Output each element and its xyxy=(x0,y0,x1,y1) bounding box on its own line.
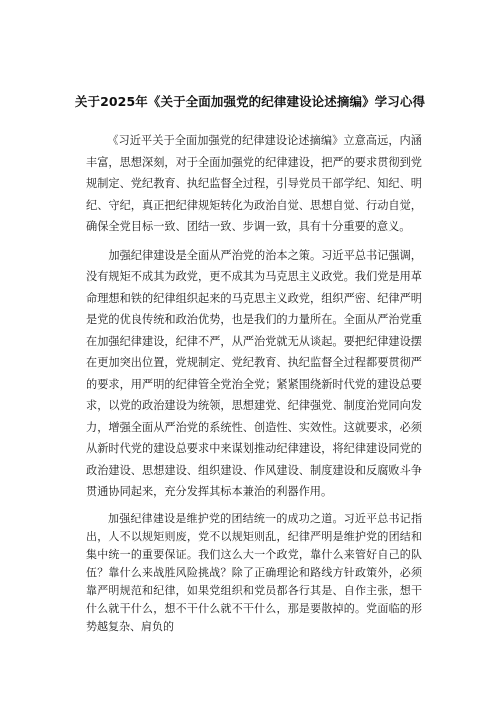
paragraph-3: 加强纪律建设是维护党的团结统一的成功之道。习近平总书记指出，人不以规矩则废，党不以规矩则乱，纪律严明是维护党的团结和集中统一的重要保证。我们这么大一个政党，靠什么来管好自己的队伍？靠什么来战胜风险挑战？除了正确理论和路线方针政策外，必须靠严明规范和纪律，如果党组织和党员都各行其是、自作主张，想干什么就干什么，想不干什么就不干什么，那是要散掉的。党面临的形势越复杂、肩负的 xyxy=(86,511,422,633)
paragraph-1: 《习近平关于全面加强党的纪律建设论述摘编》立意高远，内涵丰富，思想深刻，对于全面加强党的纪律建设，把严的要求贯彻到党规制定、党纪教育、执纪监督全过程，引导党员干部学纪、知纪、明纪、守纪，真正把纪律规矩转化为政治自觉、思想自觉、行动自觉，确保全党目标一致、团结一致、步调一致，具有十分重要的意义。 xyxy=(86,134,422,233)
document-body xyxy=(86,130,422,643)
paragraph-2: 加强纪律建设是全面从严治党的治本之策。习近平总书记强调，没有规矩不成其为政党，更不成其为马克思主义政党。我们党是用革命理想和铁的纪律组织起来的马克思主义政党，组织严密、纪律严明是党的优良传统和政治优势，也是我们的力量所在。全面从严治党重在加强纪律建设，纪律不严，从严治党就无从谈起。要把纪律建设摆在更加突出位置，党规制定、党纪教育、执纪监督全过程都要贯彻严的要求，用严明的纪律管全党治全党；紧紧围绕新时代党的建设总要求，以党的政治建设为统领，思想建党、纪律强党、制度治党同向发力，增强全面从严治党的系统性、创造性、实效性。这就要求，必须从新时代党的建设总要求中来谋划推动纪律建设，将纪律建设同党的政治建设、思想建设、组织建设、作风建设、制度建设和反腐败斗争贯通协同起来，充分发挥其标本兼治的利器作用。 xyxy=(86,248,422,498)
document-title: 关于2025年《关于全面加强党的纪律建设论述摘编》学习心得 xyxy=(74,94,426,109)
